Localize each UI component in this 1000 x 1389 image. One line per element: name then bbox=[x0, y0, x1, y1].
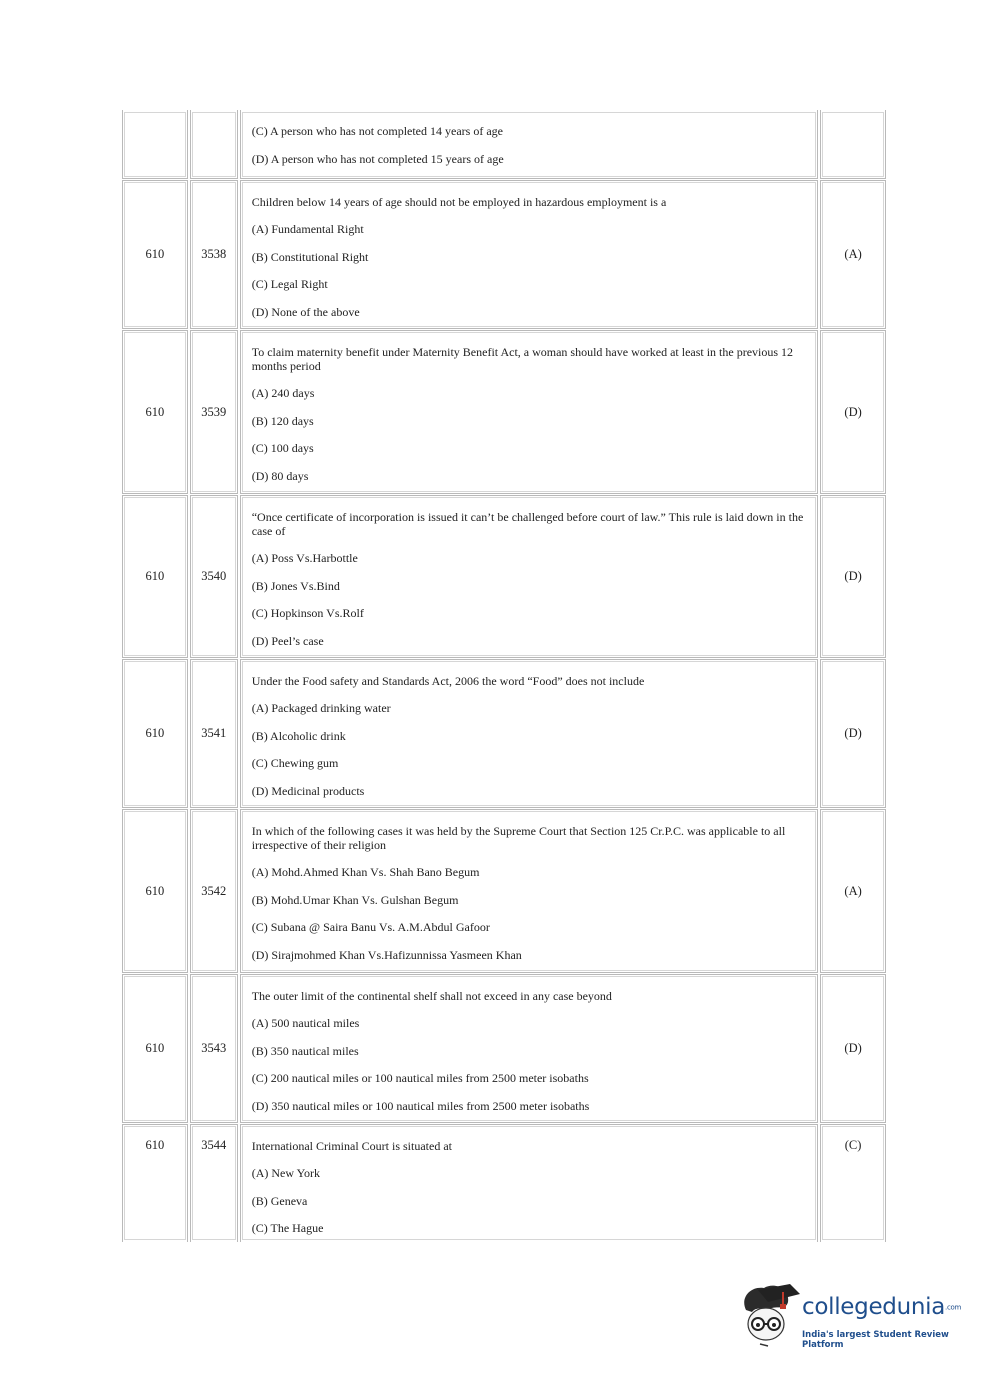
option: (C) 100 days bbox=[251, 441, 314, 456]
paper-code-cell: 610 bbox=[122, 330, 188, 494]
option: (A) 240 days bbox=[251, 386, 315, 400]
brand-name: collegedunia.com bbox=[802, 1294, 962, 1320]
option: (D) None of the above bbox=[251, 305, 360, 320]
option: (B) Constitutional Right bbox=[251, 249, 369, 264]
paper-code-cell: 610 bbox=[122, 659, 188, 808]
paper-code-cell: 610 bbox=[122, 180, 188, 329]
question-cell bbox=[240, 809, 818, 973]
option: (D) Peel’s case bbox=[251, 634, 324, 649]
option: (B) Alcoholic drink bbox=[251, 728, 346, 743]
question-cell bbox=[240, 495, 818, 658]
question-number-cell: 3539 bbox=[190, 330, 238, 494]
question-cell bbox=[240, 110, 818, 179]
answer-cell: (D) bbox=[820, 495, 886, 658]
question-text: To claim maternity benefit under Maternity Benefit Act, a woman should have worked at least in the previous 12 months period bbox=[251, 345, 794, 373]
answer-cell: (D) bbox=[820, 974, 886, 1123]
table-row bbox=[122, 809, 886, 973]
option: (C) Legal Right bbox=[251, 277, 328, 292]
answer-cell: (D) bbox=[820, 330, 886, 494]
table-row bbox=[122, 974, 886, 1123]
option: (D) Medicinal products bbox=[251, 784, 365, 799]
option: (C) A person who has not completed 14 years of age bbox=[251, 124, 503, 138]
option: (C) Subana @ Saira Banu Vs. A.M.Abdul Gafoor bbox=[251, 920, 490, 935]
question-text: In which of the following cases it was held by the Supreme Court that Section 125 Cr.P.C. was applicable to all irrespective of their religion bbox=[251, 824, 786, 852]
question-number-cell: 3538 bbox=[190, 180, 238, 329]
question-number-cell: 3543 bbox=[190, 974, 238, 1123]
question-number-cell bbox=[190, 110, 238, 179]
question-text: Children below 14 years of age should not be employed in hazardous employment is a bbox=[251, 195, 667, 209]
mascot-icon bbox=[738, 1280, 800, 1350]
paper-code-cell bbox=[122, 110, 188, 179]
question-cell bbox=[240, 330, 818, 494]
option: (A) New York bbox=[251, 1166, 321, 1180]
answer-cell: (A) bbox=[820, 180, 886, 329]
question-text: Under the Food safety and Standards Act, 2006 the word “Food” does not include bbox=[251, 674, 645, 688]
brand-tagline: India's largest Student Review Platform bbox=[802, 1330, 949, 1350]
question-text: The outer limit of the continental shelf shall not exceed in any case beyond bbox=[251, 989, 612, 1003]
option: (B) 120 days bbox=[251, 413, 314, 428]
question-table bbox=[122, 110, 886, 1242]
option: (C) The Hague bbox=[251, 1221, 324, 1236]
table-row bbox=[122, 110, 886, 179]
option: (B) Geneva bbox=[251, 1193, 308, 1208]
option: (A) 500 nautical miles bbox=[251, 1016, 360, 1030]
table-row bbox=[122, 495, 886, 658]
option: (D) 350 nautical miles or 100 nautical miles from 2500 meter isobaths bbox=[251, 1099, 590, 1114]
question-text: “Once certificate of incorporation is issued it can’t be challenged before court of law.” This rule is laid down in the case of bbox=[251, 510, 804, 538]
table-row bbox=[122, 180, 886, 329]
answer-cell: (D) bbox=[820, 659, 886, 808]
option: (D) A person who has not completed 15 years of age bbox=[251, 151, 504, 166]
option: (A) Mohd.Ahmed Khan Vs. Shah Bano Begum bbox=[251, 865, 480, 879]
question-cell bbox=[240, 659, 818, 808]
answer-cell bbox=[820, 110, 886, 179]
paper-code-cell: 610 bbox=[122, 1124, 188, 1242]
question-number-cell: 3542 bbox=[190, 809, 238, 973]
question-cell bbox=[240, 180, 818, 329]
question-cell bbox=[240, 1124, 818, 1242]
option: (D) 80 days bbox=[251, 469, 309, 484]
option: (A) Fundamental Right bbox=[251, 222, 364, 236]
table-row bbox=[122, 659, 886, 808]
paper-code-cell: 610 bbox=[122, 974, 188, 1123]
answer-cell: (C) bbox=[820, 1124, 886, 1242]
option: (B) Mohd.Umar Khan Vs. Gulshan Begum bbox=[251, 892, 459, 907]
option: (A) Packaged drinking water bbox=[251, 701, 391, 715]
option: (C) Hopkinson Vs.Rolf bbox=[251, 606, 364, 621]
table-row bbox=[122, 330, 886, 494]
question-cell bbox=[240, 974, 818, 1123]
question-number-cell: 3544 bbox=[190, 1124, 238, 1242]
table-row bbox=[122, 1124, 886, 1242]
option: (B) 350 nautical miles bbox=[251, 1043, 359, 1058]
option: (B) Jones Vs.Bind bbox=[251, 578, 340, 593]
option: (C) Chewing gum bbox=[251, 756, 339, 771]
option: (C) 200 nautical miles or 100 nautical miles from 2500 meter isobaths bbox=[251, 1071, 589, 1086]
question-number-cell: 3541 bbox=[190, 659, 238, 808]
question-number-cell: 3540 bbox=[190, 495, 238, 658]
answer-cell: (A) bbox=[820, 809, 886, 973]
collegedunia-logo bbox=[738, 1280, 970, 1350]
option: (A) Poss Vs.Harbottle bbox=[251, 551, 358, 565]
question-text: International Criminal Court is situated at bbox=[251, 1139, 452, 1153]
paper-code-cell: 610 bbox=[122, 495, 188, 658]
option: (D) Sirajmohmed Khan Vs.Hafizunnissa Yasmeen Khan bbox=[251, 948, 522, 963]
paper-code-cell: 610 bbox=[122, 809, 188, 973]
